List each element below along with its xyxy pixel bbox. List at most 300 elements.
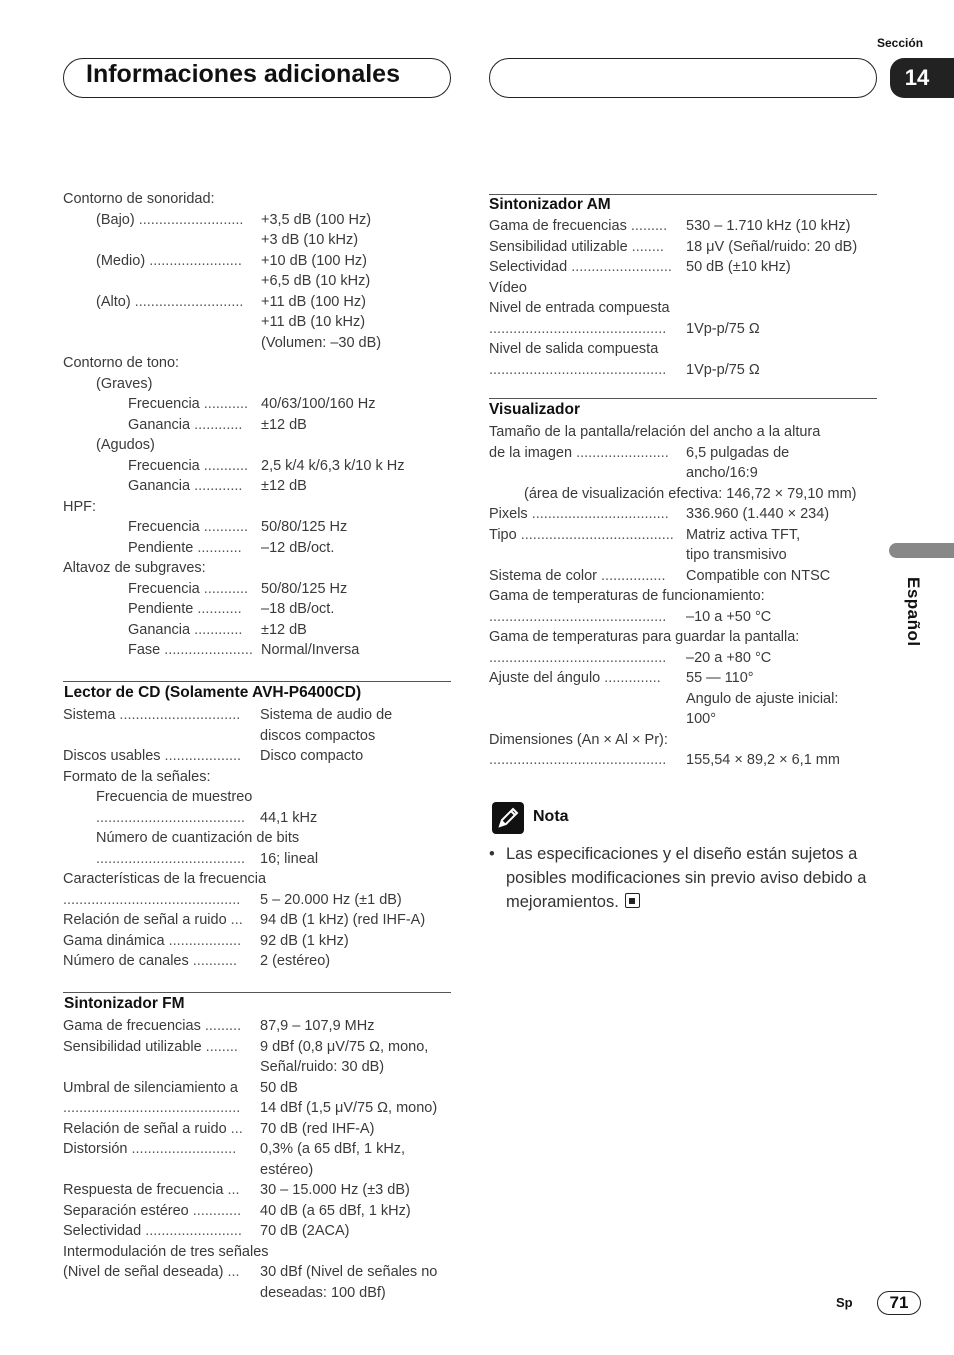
spec-label-text: Sistema de color [489, 567, 602, 584]
spec-row [63, 1139, 453, 1160]
dot-leader: ...................................... [520, 526, 674, 543]
spec-row [63, 1201, 453, 1222]
spec-label-text: Separación estéreo [63, 1202, 193, 1219]
spec-row [63, 1057, 453, 1078]
spec-row [489, 216, 879, 237]
spec-label-text: Ajuste del ángulo [489, 670, 605, 686]
spec-value: 50 dB [260, 1079, 298, 1096]
spec-row [489, 566, 879, 587]
spec-label-text: Umbral de silenciamiento a [63, 1079, 238, 1096]
spec-row [63, 726, 453, 747]
spec-label [128, 415, 242, 436]
dot-leader: ............ [194, 621, 243, 638]
spec-value: +11 dB (100 Hz) [261, 293, 366, 310]
spec-value: 30 dBf (Nivel de señales no [260, 1264, 438, 1280]
header-blank-frame [489, 58, 877, 98]
spec-label-text: Pixels [489, 506, 532, 522]
spec-label-text: Relación de señal a ruido [63, 912, 231, 928]
spec-row [489, 525, 879, 546]
spec-label-text: Tipo [489, 526, 521, 543]
spec-row [63, 333, 453, 354]
spec-label [96, 828, 299, 849]
spec-value: 14 dBf (1,5 μV/75 Ω, mono) [260, 1100, 438, 1116]
spec-label-text: Número de cuantización de bits [96, 830, 300, 846]
note-bullet [489, 842, 879, 914]
spec-label-text: Gama de frecuencias [63, 1018, 205, 1034]
spec-row [63, 189, 453, 210]
dot-leader: ........... [197, 539, 242, 556]
spec-label [63, 869, 266, 890]
spec-label [489, 750, 666, 771]
spec-label [489, 339, 658, 360]
spec-label-text: Dimensiones (An × Al × Pr): [489, 731, 668, 748]
spec-row [489, 278, 879, 299]
spec-label [489, 422, 820, 443]
spec-label [489, 360, 666, 381]
spec-row [63, 415, 453, 436]
spec-label [524, 484, 856, 505]
spec-row [489, 545, 879, 566]
spec-value: Señal/ruido: 30 dB) [260, 1059, 385, 1075]
spec-value: +11 dB (10 kHz) [261, 314, 366, 330]
spec-label-text: Nivel de salida compuesta [489, 341, 659, 357]
spec-label [128, 394, 248, 415]
spec-label-text: Pendiente [128, 601, 198, 617]
spec-value: +10 dB (100 Hz) [261, 252, 367, 269]
spec-label-text: de la imagen [489, 444, 577, 461]
dot-leader: ............ [194, 478, 243, 494]
dot-leader: ...................... [164, 642, 253, 658]
spec-value: 2 (estéreo) [260, 953, 331, 969]
spec-row [63, 910, 453, 931]
spec-label [96, 849, 245, 870]
spec-label [489, 525, 674, 546]
spec-value: +3 dB (10 kHz) [261, 232, 359, 248]
spec-label-text: (Agudos) [96, 437, 155, 453]
spec-label [63, 910, 243, 931]
dot-leader: ........... [203, 519, 249, 535]
spec-row [63, 787, 453, 808]
spec-row [489, 504, 879, 525]
spec-row [489, 586, 879, 607]
dot-leader: ..................................... [96, 850, 246, 867]
spec-label [489, 504, 669, 525]
spec-row [63, 435, 453, 456]
spec-label-text: Frecuencia [128, 396, 204, 412]
dot-leader: ................ [601, 567, 666, 584]
spec-value: –12 dB/oct. [261, 539, 335, 556]
dot-leader: ........... [203, 580, 249, 597]
spec-label-text: Ganancia [128, 478, 195, 494]
spec-value: 16; lineal [260, 850, 319, 867]
spec-label [63, 746, 241, 767]
spec-value: deseadas: 100 dBf) [260, 1284, 386, 1301]
spec-label [63, 497, 96, 518]
spec-label-text: Discos usables [63, 748, 165, 764]
spec-row [63, 251, 453, 272]
spec-value: 40 dB (a 65 dBf, 1 kHz) [260, 1202, 411, 1219]
dot-leader: ............ [192, 1202, 242, 1219]
dot-leader: ........... [203, 457, 249, 474]
spec-value: Compatible con NTSC [686, 567, 831, 584]
spec-row [63, 374, 453, 395]
spec-label [489, 566, 666, 587]
spec-row [63, 1221, 453, 1242]
bullet-dot: • [489, 845, 495, 863]
spec-row [63, 271, 453, 292]
spec-label [489, 278, 527, 299]
spec-row [489, 443, 879, 464]
spec-label-text: Distorsión [63, 1141, 132, 1157]
dot-leader: ....................... [576, 444, 669, 461]
spec-value: 1Vp-p/75 Ω [686, 361, 760, 378]
spec-row [63, 1242, 453, 1263]
spec-label [128, 538, 242, 559]
dot-leader: ........................... [134, 293, 244, 310]
spec-label [63, 767, 211, 788]
spec-value: Disco compacto [260, 748, 364, 764]
cd-heading: Lector de CD (Solamente AVH-P6400CD) [64, 684, 362, 701]
dot-leader: ................... [164, 748, 242, 764]
spec-label [128, 599, 242, 620]
spec-label [63, 890, 240, 911]
spec-row [489, 689, 879, 710]
display-rule [489, 398, 877, 399]
spec-label [63, 1262, 240, 1283]
spec-row [63, 620, 453, 641]
dot-leader: ... [230, 912, 243, 928]
spec-row [63, 931, 453, 952]
language-code: Sp [836, 1295, 853, 1310]
spec-row [63, 394, 453, 415]
spec-row [489, 709, 879, 730]
spec-label-text: Número de canales [63, 953, 193, 969]
spec-label [489, 586, 765, 607]
spec-value: ±12 dB [261, 416, 307, 433]
spec-label [489, 443, 669, 464]
spec-label [63, 705, 240, 726]
spec-row [63, 312, 453, 333]
spec-value: –10 a +50 °C [686, 608, 772, 625]
dot-leader: ........ [631, 238, 664, 255]
spec-label [63, 1098, 240, 1119]
spec-label [96, 787, 252, 808]
spec-value: –20 a +80 °C [686, 649, 772, 666]
dot-leader: ... [227, 1182, 240, 1198]
spec-value: +6,5 dB (10 kHz) [261, 273, 371, 289]
spec-label [63, 1180, 240, 1201]
dot-leader: .......................... [138, 211, 244, 228]
spec-row [63, 1262, 453, 1283]
display-specs [489, 422, 879, 771]
spec-value: 30 – 15.000 Hz (±3 dB) [260, 1182, 410, 1198]
spec-row [63, 456, 453, 477]
dot-leader: ............ [194, 416, 243, 433]
fm-specs [63, 1016, 453, 1303]
spec-label-text: Gama de temperaturas de funcionamiento: [489, 588, 765, 604]
dot-leader: ....................... [149, 252, 242, 269]
spec-label-text: Contorno de sonoridad: [63, 191, 215, 207]
spec-row [489, 627, 879, 648]
spec-row [489, 237, 879, 258]
spec-label-text: Sensibilidad utilizable [489, 238, 632, 255]
spec-value: 70 dB (red IHF-A) [260, 1120, 375, 1137]
page-number: 71 [877, 1291, 921, 1315]
spec-label [128, 620, 242, 641]
dot-leader: .................................. [531, 506, 669, 522]
dot-leader: ......................... [571, 259, 672, 275]
spec-label-text: Gama de frecuencias [489, 218, 631, 234]
section-number: 14 [890, 58, 954, 98]
dot-leader: ........................ [145, 1223, 242, 1239]
spec-value: 50/80/125 Hz [261, 519, 348, 535]
spec-label-text: Gama de temperaturas para guardar la pantalla: [489, 629, 800, 645]
note-pencil-icon [492, 802, 524, 834]
dot-leader: ......... [630, 218, 668, 234]
spec-value: 2,5 k/4 k/6,3 k/10 k Hz [261, 457, 405, 474]
spec-label [63, 1201, 241, 1222]
spec-value: 92 dB (1 kHz) [260, 932, 349, 949]
dot-leader: ..................................... [96, 809, 246, 826]
spec-label [489, 730, 668, 751]
spec-label [489, 668, 661, 689]
spec-label [63, 931, 241, 952]
spec-value: discos compactos [260, 727, 376, 744]
spec-label [489, 627, 799, 648]
spec-row [489, 730, 879, 751]
spec-label-text: Sistema [63, 707, 120, 723]
spec-row [63, 1037, 453, 1058]
spec-row [63, 767, 453, 788]
spec-label [128, 517, 248, 538]
spec-value: 44,1 kHz [260, 809, 318, 826]
spec-label [96, 808, 245, 829]
spec-label [128, 476, 242, 497]
spec-label [96, 435, 155, 456]
spec-label [63, 1078, 238, 1099]
spec-label-text: (Graves) [96, 375, 153, 392]
spec-row [489, 607, 879, 628]
spec-value: 50 dB (±10 kHz) [686, 259, 791, 275]
spec-value: –18 dB/oct. [261, 601, 335, 617]
dot-leader: ............................................ [489, 361, 667, 378]
dot-leader: ... [230, 1120, 243, 1137]
spec-value: 1Vp-p/75 Ω [686, 320, 760, 337]
spec-row [489, 463, 879, 484]
spec-row [63, 538, 453, 559]
spec-value: tipo transmisivo [686, 547, 787, 563]
section-label: Sección [877, 36, 924, 50]
spec-label-text: Pendiente [128, 539, 198, 556]
spec-label-text: Tamaño de la pantalla/relación del ancho a la altura [489, 424, 821, 440]
spec-label-text: (área de visualización efectiva: 146,72 × 79,10 mm) [524, 485, 857, 502]
spec-value: 530 – 1.710 kHz (10 kHz) [686, 218, 851, 234]
spec-row [63, 1016, 453, 1037]
spec-row [489, 484, 879, 505]
spec-label [96, 374, 152, 395]
spec-row [63, 476, 453, 497]
language-tab [889, 543, 954, 558]
dot-leader: ............................................ [489, 649, 667, 666]
spec-value: estéreo) [260, 1161, 314, 1178]
spec-label [63, 189, 215, 210]
am-heading: Sintonizador AM [489, 196, 611, 213]
dot-leader: .............................. [119, 707, 241, 723]
spec-row [489, 257, 879, 278]
spec-label-text: Formato de la señales: [63, 768, 211, 785]
spec-label [128, 640, 253, 661]
spec-label [489, 298, 670, 319]
spec-label [63, 1242, 269, 1263]
spec-label [128, 456, 248, 477]
spec-label [489, 319, 666, 340]
dot-leader: ........... [197, 601, 242, 617]
spec-row [63, 558, 453, 579]
am-specs [489, 216, 879, 380]
spec-value: 6,5 pulgadas de [686, 444, 790, 461]
spec-value: 5 – 20.000 Hz (±1 dB) [260, 891, 402, 908]
am-rule [489, 194, 877, 195]
spec-row [63, 599, 453, 620]
spec-label-text: (Alto) [96, 293, 135, 310]
spec-label [63, 353, 179, 374]
spec-label-text: Características de la frecuencia [63, 871, 267, 887]
spec-label-text: Fase [128, 642, 165, 658]
dot-leader: .................. [168, 932, 242, 949]
spec-row [63, 292, 453, 313]
spec-value: 70 dB (2ACA) [260, 1223, 350, 1239]
spec-row [63, 210, 453, 231]
spec-row [63, 849, 453, 870]
spec-value: 155,54 × 89,2 × 6,1 mm [686, 752, 840, 768]
fm-heading: Sintonizador FM [64, 995, 185, 1012]
spec-row [63, 828, 453, 849]
spec-label-text: Frecuencia [128, 519, 204, 535]
dot-leader: ............................................ [489, 752, 667, 768]
spec-row [63, 951, 453, 972]
spec-label [489, 216, 667, 237]
spec-label [128, 579, 248, 600]
spec-row [489, 648, 879, 669]
spec-value: 55 — 110° [686, 670, 754, 686]
spec-label-text: Altavoz de subgraves: [63, 560, 206, 576]
dot-leader: .......................... [131, 1141, 237, 1157]
spec-value: 87,9 – 107,9 MHz [260, 1018, 375, 1034]
spec-value: 100° [686, 711, 716, 727]
spec-label [489, 607, 666, 628]
spec-value: Angulo de ajuste inicial: [686, 690, 839, 707]
dot-leader: ........... [203, 396, 249, 412]
spec-label-text: Frecuencia [128, 580, 204, 597]
dot-leader: ............................................ [489, 608, 667, 625]
spec-label-text: Vídeo [489, 279, 527, 296]
spec-label-text: Intermodulación de tres señales [63, 1243, 269, 1260]
spec-row [63, 890, 453, 911]
spec-label-text: Relación de señal a ruido [63, 1120, 231, 1137]
spec-label-text: Respuesta de frecuencia [63, 1182, 228, 1198]
spec-label [63, 1221, 242, 1242]
spec-label-text: Frecuencia de muestreo [96, 789, 253, 805]
dot-leader: ........ [205, 1038, 238, 1055]
spec-label-text: Gama dinámica [63, 932, 169, 949]
spec-value: 40/63/100/160 Hz [261, 396, 376, 412]
spec-row [63, 1160, 453, 1181]
spec-label-text: (Medio) [96, 252, 150, 269]
spec-label [96, 210, 243, 231]
note-title: Nota [533, 808, 569, 825]
spec-label-text: Ganancia [128, 416, 195, 433]
spec-label-text: (Nivel de señal deseada) [63, 1264, 228, 1280]
spec-label [489, 257, 672, 278]
spec-row [63, 1283, 453, 1304]
cd-rule [63, 681, 451, 682]
dot-leader: ............................................ [63, 891, 241, 908]
spec-row [489, 319, 879, 340]
spec-value: 18 μV (Señal/ruido: 20 dB) [686, 238, 858, 255]
spec-label-text: (Bajo) [96, 211, 139, 228]
spec-row [63, 1180, 453, 1201]
spec-value: Normal/Inversa [261, 642, 360, 658]
dot-leader: ............................................ [489, 320, 667, 337]
spec-value: ±12 dB [261, 478, 307, 494]
spec-row [63, 1119, 453, 1140]
spec-row [63, 705, 453, 726]
spec-value: (Volumen: –30 dB) [261, 334, 382, 351]
spec-row [63, 746, 453, 767]
spec-value: 9 dBf (0,8 μV/75 Ω, mono, [260, 1038, 429, 1055]
spec-value: 50/80/125 Hz [261, 580, 348, 597]
spec-value: 0,3% (a 65 dBf, 1 kHz, [260, 1141, 406, 1157]
spec-row [63, 517, 453, 538]
spec-label-text: Frecuencia [128, 457, 204, 474]
dot-leader: ... [227, 1264, 240, 1280]
spec-label-text: Sensibilidad utilizable [63, 1038, 206, 1055]
spec-value: Matriz activa TFT, [686, 526, 801, 543]
spec-row [63, 497, 453, 518]
spec-row [489, 339, 879, 360]
spec-row [63, 1078, 453, 1099]
spec-label [63, 1139, 236, 1160]
spec-row [63, 808, 453, 829]
cd-specs [63, 705, 453, 972]
spec-label-text: Selectividad [489, 259, 572, 275]
language-label: Español [904, 577, 923, 647]
spec-row [63, 353, 453, 374]
note-text: Las especificaciones y el diseño están sujetos a posibles modificaciones sin previo aviso debido a mejoramientos. [506, 845, 867, 911]
spec-label [63, 558, 206, 579]
spec-label-text: Ganancia [128, 621, 195, 638]
display-heading: Visualizador [489, 401, 581, 418]
spec-value: 336.960 (1.440 × 234) [686, 506, 830, 522]
spec-value: Sistema de audio de [260, 707, 393, 723]
spec-row [489, 668, 879, 689]
spec-label-text: Contorno de tono: [63, 355, 180, 371]
end-mark-icon [625, 893, 640, 908]
spec-row [63, 869, 453, 890]
spec-value: +3,5 dB (100 Hz) [261, 211, 372, 228]
spec-row [63, 640, 453, 661]
dot-leader: ............................................ [63, 1100, 241, 1116]
spec-label [489, 648, 666, 669]
page-title: Informaciones adicionales [86, 60, 400, 88]
spec-label [63, 1119, 243, 1140]
dot-leader: .............. [604, 670, 661, 686]
dot-leader: ......... [204, 1018, 242, 1034]
spec-label [63, 951, 237, 972]
spec-row [489, 360, 879, 381]
spec-row [63, 579, 453, 600]
spec-label [96, 251, 242, 272]
